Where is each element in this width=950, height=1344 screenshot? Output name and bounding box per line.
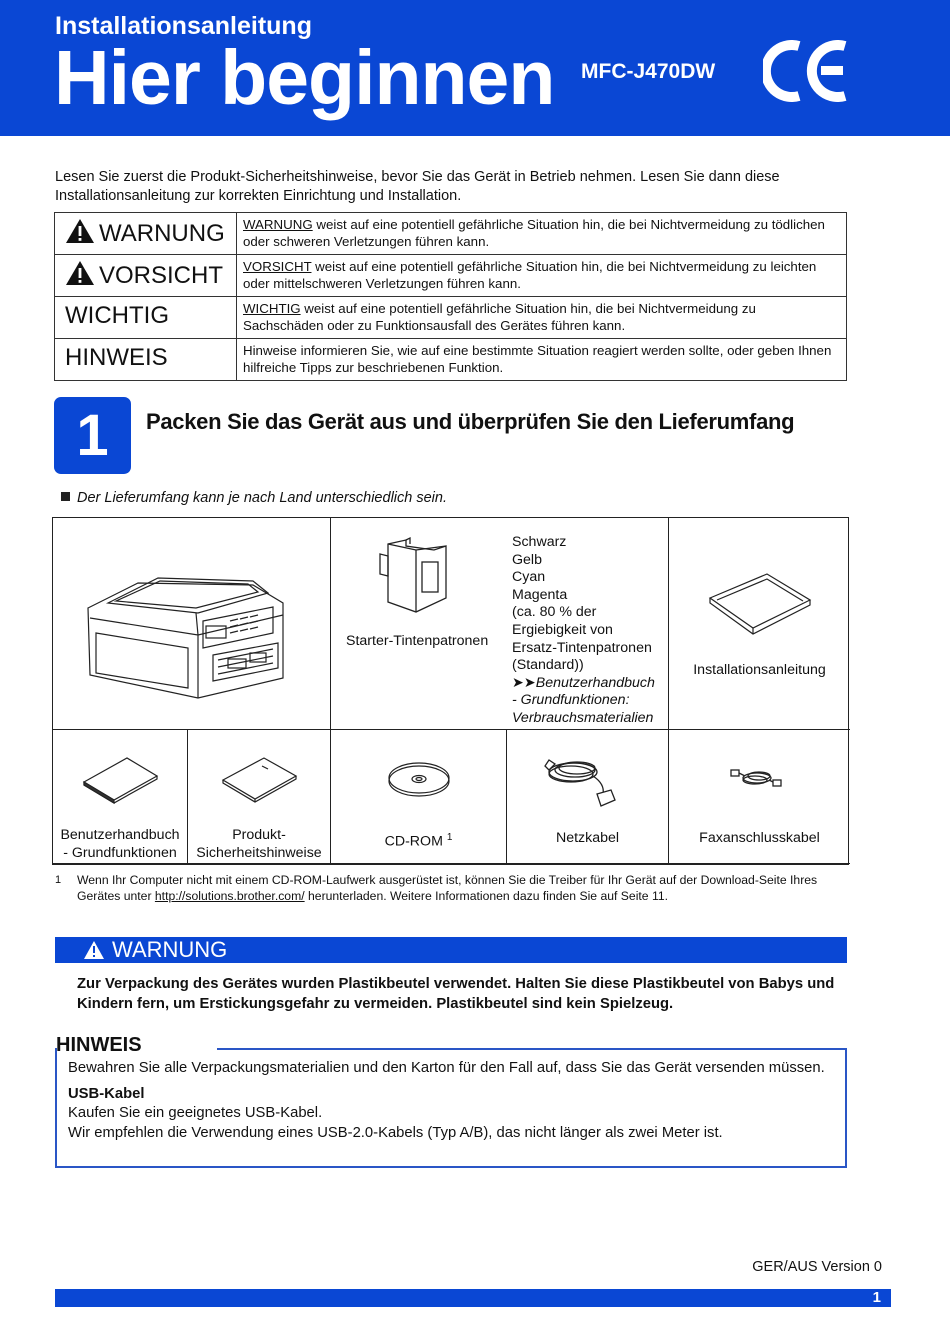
note-title: HINWEIS xyxy=(56,1034,142,1056)
ink-color-yellow: Gelb xyxy=(512,551,542,568)
legend-term-hinweis: HINWEIS xyxy=(55,339,237,381)
user-guide-label-1: Benutzerhandbuch xyxy=(60,827,180,843)
ink-yield-line-1: (ca. 80 % der xyxy=(512,604,597,621)
footnote-number: 1 xyxy=(55,874,62,886)
manual-icon xyxy=(81,754,161,804)
leaflet-icon xyxy=(220,754,300,804)
legend-term-warnung: WARNUNG xyxy=(55,213,237,255)
safety-label-1: Produkt- xyxy=(232,827,286,843)
header-banner xyxy=(0,0,950,136)
warning-triangle-icon xyxy=(65,260,95,286)
user-guide-label-2: - Grundfunktionen xyxy=(63,845,177,861)
warning-banner-title: WARNUNG xyxy=(112,937,228,962)
legend-desc-warnung: WARNUNG weist auf eine potentiell gefährliche Situation hin, die bei Nichtvermeidung zu tödlichen oder schweren Verletzungen führen kann. xyxy=(237,213,847,255)
cell-cdrom xyxy=(331,730,507,864)
footnote: 1 Wenn Ihr Computer nicht mit einem CD-ROM-Laufwerk ausgerüstet ist, können Sie die Treiber für Ihr Gerät auf der Download-Seite Ihres Gerätes unter http://solutions.brother.com/ herunterladen. Weitere Informationen dazu finden Sie auf Seite 11. xyxy=(55,873,818,903)
cell-power-cord xyxy=(507,730,669,864)
fax-cable-label: Faxanschlusskabel xyxy=(699,830,820,846)
step-title: Packen Sie das Gerät aus und überprüfen Sie den Lieferumfang xyxy=(146,409,795,434)
bullet-square-icon xyxy=(61,492,70,501)
page-number-bar xyxy=(55,1289,891,1307)
power-cord-icon xyxy=(543,742,633,812)
ink-color-black: Schwarz xyxy=(512,534,567,550)
cell-safety-guide xyxy=(188,730,331,864)
page-number: 1 xyxy=(872,1289,881,1306)
legend-term-vorsicht: VORSICHT xyxy=(55,255,237,297)
ink-reference-line-2: - Grundfunktionen: xyxy=(512,692,630,709)
legend-desc-wichtig: WICHTIG weist auf eine potentiell gefährliche Situation hin, die bei Nichtvermeidung zu Sachschäden oder zu Funktionsausfall des Gerätes führen kann. xyxy=(237,297,847,339)
booklet-icon xyxy=(705,570,815,640)
ce-mark-icon xyxy=(763,40,848,102)
fax-cable-icon xyxy=(727,760,787,800)
note-usb-line-2: Wir empfehlen die Verwendung eines USB-2.0-Kabels (Typ A/B), das nicht länger als zwei Meter ist. xyxy=(68,1124,723,1141)
warning-triangle-icon xyxy=(65,218,95,244)
ink-cartridge-icon xyxy=(376,536,456,616)
legend-desc-vorsicht: VORSICHT weist auf eine potentiell gefährliche Situation hin, die bei Nichtvermeidung zu leichten oder mittelschweren Verletzungen führen kann. xyxy=(237,255,847,297)
note-content xyxy=(68,1059,838,1143)
installation-guide-label: Installationsanleitung xyxy=(693,662,826,678)
warning-banner xyxy=(55,937,847,963)
ink-color-cyan: Cyan xyxy=(512,569,546,586)
safety-label-2: Sicherheitshinweise xyxy=(196,845,322,861)
document-title: Hier beginnen xyxy=(54,35,555,121)
ink-yield-line-2: Ergiebigkeit von xyxy=(512,621,613,638)
cell-printer xyxy=(53,518,331,730)
safety-legend-table xyxy=(54,212,847,381)
ink-cartridges-label: Starter-Tintenpatronen xyxy=(346,633,489,649)
warning-triangle-icon xyxy=(83,940,105,960)
intro-text: Lesen Sie zuerst die Produkt-Sicherheitshinweise, bevor Sie das Gerät in Betrieb nehmen. Lesen Sie dann diese Installationsanleitung zur korrekten Einrichtung und Installation. xyxy=(55,169,780,204)
cell-user-guide xyxy=(53,730,188,864)
cdrom-label: CD-ROM $^1$ xyxy=(384,832,453,850)
cell-fax-cable xyxy=(669,730,850,864)
ink-yield-line-3: Ersatz-Tintenpatronen xyxy=(512,639,652,656)
document-subtitle: Installationsanleitung xyxy=(55,12,312,40)
power-cord-label: Netzkabel xyxy=(555,830,620,846)
ink-yield-line-4: (Standard)) xyxy=(512,657,584,674)
model-number: MFC-J470DW xyxy=(581,60,716,83)
version-text: GER/AUS Version 0 xyxy=(752,1259,882,1275)
solutions-link[interactable]: http://solutions.brother.com/ xyxy=(154,889,305,903)
note-usb-line-1: Kaufen Sie ein geeignetes USB-Kabel. xyxy=(68,1105,323,1121)
printer-icon xyxy=(78,563,298,703)
contents-note: Der Lieferumfang kann je nach Land unterschiedlich sein. xyxy=(61,490,447,506)
warning-text: Zur Verpackung des Gerätes wurden Plastikbeutel verwendet. Halten Sie diese Plastikbeutel von Babys und Kindern fern, um Erstickungsgefahr zu vermeiden. Plastikbeutel sind kein Spielzeug. xyxy=(77,976,835,1012)
cd-rom-icon xyxy=(384,760,454,800)
cell-installation-guide xyxy=(669,518,850,730)
double-arrow-icon: ➤➤ xyxy=(512,674,536,691)
note-box-top-rule xyxy=(217,1048,847,1050)
legend-term-wichtig: WICHTIG xyxy=(55,297,237,339)
ink-color-magenta: Magenta xyxy=(512,586,568,603)
ink-cartridge-details xyxy=(512,534,667,728)
package-contents-grid xyxy=(52,517,849,865)
ink-reference-line-3: Verbrauchsmaterialien xyxy=(512,709,654,726)
ink-reference-line-1: ➤➤Benutzerhandbuch xyxy=(512,674,655,691)
note-usb-title: USB-Kabel xyxy=(68,1085,145,1102)
note-packaging-text: Bewahren Sie alle Verpackungsmaterialien und den Karton für den Fall auf, dass Sie das Gerät versenden müssen. xyxy=(68,1060,825,1076)
legend-desc-hinweis: Hinweise informieren Sie, wie auf eine bestimmte Situation reagiert werden sollte, oder geben Ihnen hilfreiche Tipps zur beschriebenen Funktion. xyxy=(237,339,847,381)
step-number-badge: 1 xyxy=(54,397,131,474)
